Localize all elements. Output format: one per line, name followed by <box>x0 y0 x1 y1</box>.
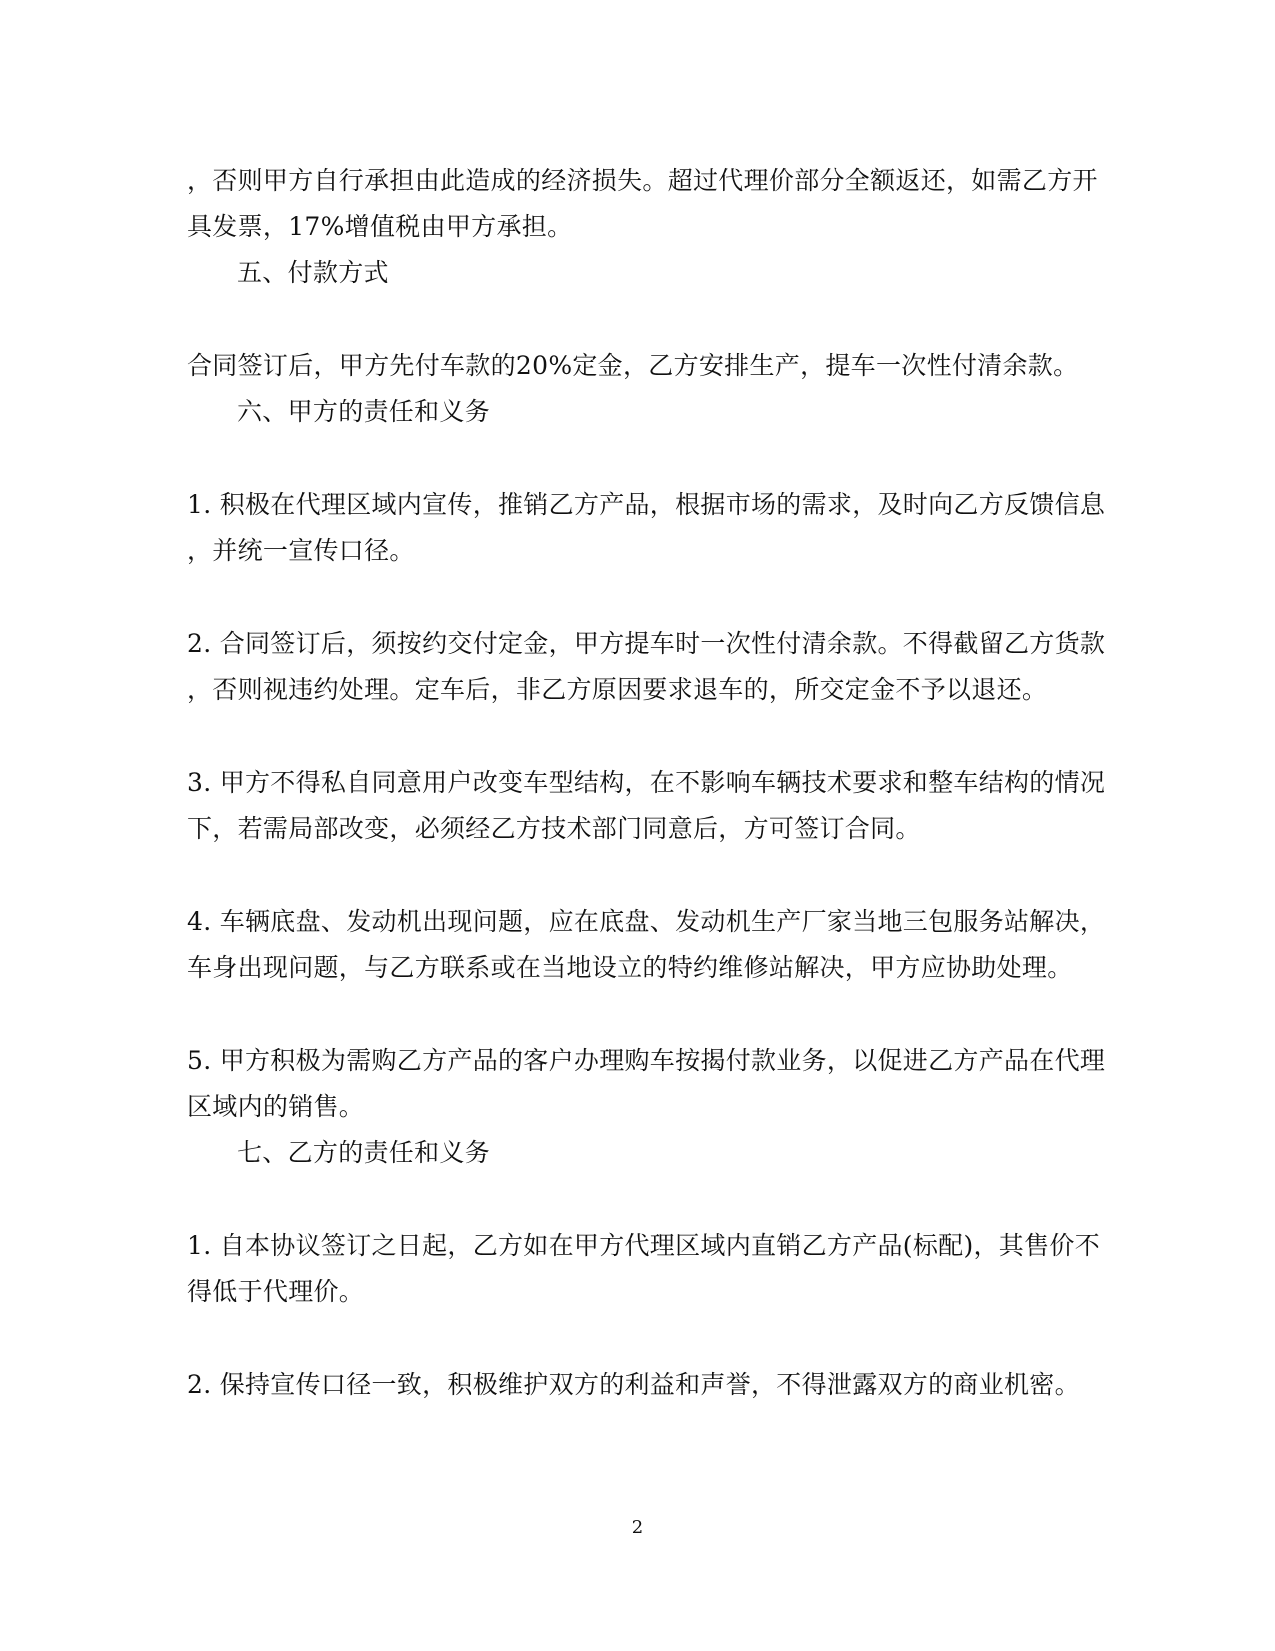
text-line-a3-structure: 3. 甲方不得私自同意用户改变车型结构，在不影响车辆技术要求和整车结构的情况 <box>187 768 1106 797</box>
section-heading-party-a-duties: 六、甲方的责任和义务 <box>237 397 491 426</box>
section-heading-party-b-duties: 七、乙方的责任和义务 <box>237 1138 491 1167</box>
text-line-b2-confidentiality: 2. 保持宣传口径一致，积极维护双方的利益和声誉，不得泄露双方的商业机密。 <box>187 1370 1080 1399</box>
text-line-a5-mortgage: 5. 甲方积极为需购乙方产品的客户办理购车按揭付款业务，以促进乙方产品在代理 <box>187 1046 1106 1075</box>
text-line-a1-promotion: 1. 积极在代理区域内宣传，推销乙方产品，根据市场的需求，及时向乙方反馈信息 <box>187 490 1106 519</box>
text-line-a5-continued: 区域内的销售。 <box>187 1092 365 1121</box>
text-line-b1-continued: 得低于代理价。 <box>187 1277 365 1306</box>
text-line-a2-deposit: 2. 合同签订后，须按约交付定金，甲方提车时一次性付清余款。不得截留乙方货款 <box>187 629 1106 658</box>
page-number: 2 <box>631 1517 644 1538</box>
text-line-a4-service: 4. 车辆底盘、发动机出现问题，应在底盘、发动机生产厂家当地三包服务站解决， <box>187 907 1106 936</box>
section-heading-payment-method: 五、付款方式 <box>237 258 389 287</box>
text-line-a2-continued: ，否则视违约处理。定车后，非乙方原因要求退车的，所交定金不予以退还。 <box>187 675 1048 704</box>
text-line-a1-continued: ，并统一宣传口径。 <box>187 536 415 565</box>
text-line-invoice-tax: 具发票，17%增值税由甲方承担。 <box>187 212 573 241</box>
text-line-payment-terms: 合同签订后，甲方先付车款的20%定金，乙方安排生产，提车一次性付清余款。 <box>187 351 1079 380</box>
text-line-liability-continued: ，否则甲方自行承担由此造成的经济损失。超过代理价部分全额返还，如需乙方开 <box>187 166 1098 195</box>
text-line-b1-direct-sales: 1. 自本协议签订之日起，乙方如在甲方代理区域内直销乙方产品(标配)，其售价不 <box>187 1231 1101 1260</box>
text-line-a3-continued: 下，若需局部改变，必须经乙方技术部门同意后，方可签订合同。 <box>187 814 921 843</box>
text-line-a4-continued: 车身出现问题，与乙方联系或在当地设立的特约维修站解决，甲方应协助处理。 <box>187 953 1073 982</box>
